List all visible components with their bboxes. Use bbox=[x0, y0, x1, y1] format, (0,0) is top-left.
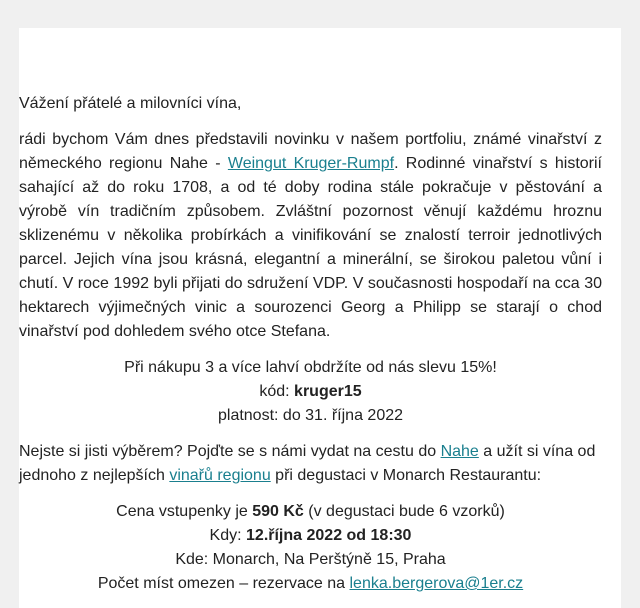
event-price bbox=[19, 500, 602, 524]
intro-text-end: . Rodinné vinařství s historií sahající až do roku 1708, a od té doby rodina stále pokračuje v pěstování a výrobě vín tradičním způsobem. Zvláštní pozornost věnují každému hroznu sklizenému v několika probírkách a vinifikování se znalostí terroir jednotlivých parcel. Jejich vína jsou krásná, elegantní a minerální, se širokou paletou vůní i chutí. V roce 1992 byli přijati do sdružení VDP. V současnosti hospodaří na cca 30 hektarech výjimečných vinic a sourozenci Georg a Philipp se starají o chod vinařství pod dohledem svého otce Stefana. bbox=[19, 155, 603, 340]
greeting: Vážení přátelé a milovníci vína, bbox=[19, 95, 242, 112]
event-price-value: 590 Kč bbox=[252, 503, 304, 520]
event-price-note: (v degustaci bude 6 vzorků) bbox=[303, 503, 505, 520]
event-seats bbox=[19, 572, 602, 596]
invite-text-2: a užít si vína od jednoho z nejlepších bbox=[19, 443, 596, 484]
nahe-link[interactable]: Nahe bbox=[440, 443, 479, 460]
intro-paragraph bbox=[19, 128, 602, 344]
promo-discount: Při nákupu 3 a více lahví obdržíte od nás slevu 15%! bbox=[124, 359, 497, 376]
event-seats-label: Počet míst omezen – rezervace na bbox=[97, 575, 350, 592]
email-body bbox=[19, 92, 602, 596]
promo-block bbox=[19, 356, 602, 428]
invite-paragraph bbox=[19, 440, 602, 488]
event-when-label: Kdy: bbox=[209, 527, 247, 544]
intro-text-start: rádi bychom Vám dnes představili novinku v našem portfoliu, známé vinařství z německého regionu Nahe - bbox=[19, 131, 602, 172]
promo-code-label: kód: bbox=[259, 383, 295, 400]
weingut-link[interactable]: Weingut Kruger-Rumpf bbox=[227, 155, 395, 172]
event-where: Kde: Monarch, Na Perštýně 15, Praha bbox=[175, 551, 446, 568]
invite-text-3: při degustaci v Monarch Restaurantu: bbox=[270, 467, 542, 484]
promo-validity: platnost: do 31. října 2022 bbox=[217, 407, 404, 424]
event-details bbox=[19, 500, 602, 596]
promo-code-line bbox=[19, 380, 602, 404]
winemakers-link[interactable]: vinařů regionu bbox=[169, 467, 271, 484]
event-price-label: Cena vstupenky je bbox=[116, 503, 253, 520]
promo-code: kruger15 bbox=[294, 383, 362, 400]
reservation-email-link[interactable]: lenka.bergerova@1er.cz bbox=[349, 575, 524, 592]
event-when-value: 12.října 2022 od 18:30 bbox=[246, 527, 412, 544]
event-when bbox=[19, 524, 602, 548]
invite-text-1: Nejste si jisti výběrem? Pojďte se s námi vydat na cestu do bbox=[19, 443, 441, 460]
